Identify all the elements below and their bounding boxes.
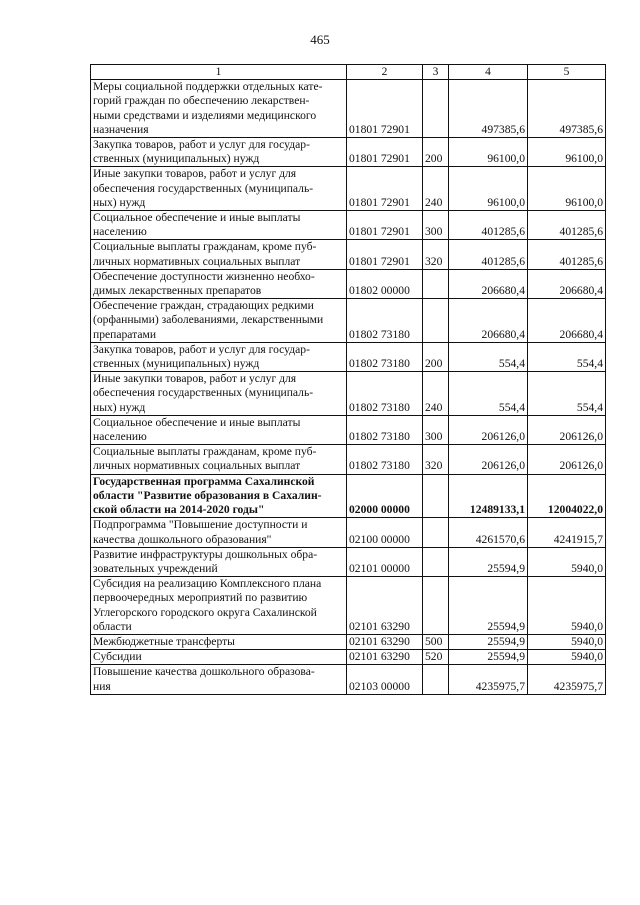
column-header-4: 4 <box>449 65 528 80</box>
table-row <box>91 240 606 269</box>
row-value-col4-cell: 4235975,7 <box>449 665 528 694</box>
row-code-cell: 02101 63290 <box>347 577 423 635</box>
row-value-col5-cell: 554,4 <box>528 372 606 416</box>
row-name-cell: Государственная программа Сахалинской области "Развитие образования в Сахалин- ской области на 2014-2020 годы" <box>91 474 347 518</box>
row-type-cell: 200 <box>423 342 449 371</box>
row-value-col4-cell: 4261570,6 <box>449 518 528 547</box>
row-type-cell <box>423 547 449 576</box>
row-type-cell <box>423 518 449 547</box>
table-row <box>91 138 606 167</box>
table-row <box>91 269 606 298</box>
row-value-col4-cell: 206680,4 <box>449 269 528 298</box>
row-value-col4-cell: 12489133,1 <box>449 474 528 518</box>
row-type-cell: 240 <box>423 372 449 416</box>
row-value-col4-cell: 497385,6 <box>449 80 528 138</box>
row-value-col5-cell: 4235975,7 <box>528 665 606 694</box>
table-row <box>91 445 606 474</box>
row-code-cell: 01801 72901 <box>347 240 423 269</box>
row-name-cell: Подпрограмма "Повышение доступности и качества дошкольного образования" <box>91 518 347 547</box>
table-row <box>91 167 606 211</box>
row-value-col4-cell: 25594,9 <box>449 547 528 576</box>
row-value-col4-cell: 25594,9 <box>449 634 528 649</box>
row-code-cell: 01801 72901 <box>347 211 423 240</box>
row-value-col5-cell: 401285,6 <box>528 240 606 269</box>
row-value-col4-cell: 554,4 <box>449 372 528 416</box>
row-value-col5-cell: 4241915,7 <box>528 518 606 547</box>
row-value-col5-cell: 5940,0 <box>528 547 606 576</box>
table-row <box>91 518 606 547</box>
row-type-cell <box>423 665 449 694</box>
row-code-cell: 01802 00000 <box>347 269 423 298</box>
row-name-cell: Закупка товаров, работ и услуг для государ- ственных (муниципальных) нужд <box>91 342 347 371</box>
row-name-cell: Обеспечение граждан, страдающих редкими (орфанными) заболеваниями, лекарственными препаратами <box>91 299 347 343</box>
row-code-cell: 02101 00000 <box>347 547 423 576</box>
table-row <box>91 415 606 444</box>
row-value-col5-cell: 554,4 <box>528 342 606 371</box>
row-value-col5-cell: 5940,0 <box>528 650 606 665</box>
row-name-cell: Меры социальной поддержки отдельных кате- горий граждан по обеспечению лекарствен- ными средствами и изделиями медицинского назначения <box>91 80 347 138</box>
row-value-col4-cell: 554,4 <box>449 342 528 371</box>
row-name-cell: Повышение качества дошкольного образова- ния <box>91 665 347 694</box>
row-value-col5-cell: 401285,6 <box>528 211 606 240</box>
row-value-col4-cell: 25594,9 <box>449 577 528 635</box>
table-row <box>91 577 606 635</box>
row-code-cell: 01801 72901 <box>347 80 423 138</box>
row-code-cell: 02100 00000 <box>347 518 423 547</box>
row-type-cell <box>423 577 449 635</box>
row-value-col4-cell: 96100,0 <box>449 167 528 211</box>
row-type-cell <box>423 269 449 298</box>
row-code-cell: 01802 73180 <box>347 445 423 474</box>
table-row <box>91 474 606 518</box>
row-code-cell: 02103 00000 <box>347 665 423 694</box>
row-name-cell: Обеспечение доступности жизненно необхо- димых лекарственных препаратов <box>91 269 347 298</box>
row-code-cell: 02000 00000 <box>347 474 423 518</box>
row-value-col5-cell: 497385,6 <box>528 80 606 138</box>
table-row <box>91 372 606 416</box>
column-header-1: 1 <box>91 65 347 80</box>
row-name-cell: Закупка товаров, работ и услуг для государ- ственных (муниципальных) нужд <box>91 138 347 167</box>
row-value-col5-cell: 206680,4 <box>528 299 606 343</box>
row-code-cell: 01801 72901 <box>347 167 423 211</box>
budget-table-body <box>91 65 606 695</box>
column-header-3: 3 <box>423 65 449 80</box>
row-code-cell: 01802 73180 <box>347 299 423 343</box>
row-type-cell: 320 <box>423 240 449 269</box>
row-type-cell: 300 <box>423 211 449 240</box>
row-type-cell: 300 <box>423 415 449 444</box>
page-number: 465 <box>310 32 330 47</box>
row-code-cell: 01802 73180 <box>347 342 423 371</box>
budget-table <box>90 64 606 695</box>
row-name-cell: Социальные выплаты гражданам, кроме пуб- личных нормативных социальных выплат <box>91 445 347 474</box>
row-value-col4-cell: 206680,4 <box>449 299 528 343</box>
row-name-cell: Субсидия на реализацию Комплексного плана первоочередных мероприятий по развитию Углегорского городского округа Сахалинской области <box>91 577 347 635</box>
row-name-cell: Иные закупки товаров, работ и услуг для обеспечения государственных (муниципаль- ных) нужд <box>91 372 347 416</box>
column-header-2: 2 <box>347 65 423 80</box>
row-value-col5-cell: 12004022,0 <box>528 474 606 518</box>
table-row <box>91 665 606 694</box>
row-name-cell: Межбюджетные трансферты <box>91 634 347 649</box>
row-type-cell: 500 <box>423 634 449 649</box>
row-code-cell: 01802 73180 <box>347 415 423 444</box>
row-type-cell <box>423 299 449 343</box>
row-value-col5-cell: 5940,0 <box>528 577 606 635</box>
row-value-col5-cell: 206126,0 <box>528 415 606 444</box>
row-code-cell: 01802 73180 <box>347 372 423 416</box>
row-value-col4-cell: 206126,0 <box>449 445 528 474</box>
row-name-cell: Социальные выплаты гражданам, кроме пуб- личных нормативных социальных выплат <box>91 240 347 269</box>
row-name-cell: Развитие инфраструктуры дошкольных обра- зовательных учреждений <box>91 547 347 576</box>
row-code-cell: 02101 63290 <box>347 634 423 649</box>
row-value-col5-cell: 206126,0 <box>528 445 606 474</box>
row-value-col5-cell: 206680,4 <box>528 269 606 298</box>
table-row <box>91 211 606 240</box>
row-value-col4-cell: 401285,6 <box>449 211 528 240</box>
row-value-col4-cell: 206126,0 <box>449 415 528 444</box>
row-type-cell: 520 <box>423 650 449 665</box>
row-type-cell <box>423 474 449 518</box>
table-row <box>91 634 606 649</box>
row-value-col4-cell: 401285,6 <box>449 240 528 269</box>
table-row <box>91 650 606 665</box>
table-row <box>91 80 606 138</box>
row-name-cell: Социальное обеспечение и иные выплаты населению <box>91 211 347 240</box>
row-code-cell: 01801 72901 <box>347 138 423 167</box>
row-type-cell: 240 <box>423 167 449 211</box>
table-row <box>91 342 606 371</box>
table-header-row <box>91 65 606 80</box>
row-type-cell <box>423 80 449 138</box>
row-name-cell: Социальное обеспечение и иные выплаты населению <box>91 415 347 444</box>
row-type-cell: 200 <box>423 138 449 167</box>
row-name-cell: Субсидии <box>91 650 347 665</box>
row-code-cell: 02101 63290 <box>347 650 423 665</box>
table-row <box>91 547 606 576</box>
table-row <box>91 299 606 343</box>
row-value-col5-cell: 96100,0 <box>528 138 606 167</box>
row-value-col4-cell: 96100,0 <box>449 138 528 167</box>
row-value-col5-cell: 5940,0 <box>528 634 606 649</box>
row-name-cell: Иные закупки товаров, работ и услуг для обеспечения государственных (муниципаль- ных) нужд <box>91 167 347 211</box>
row-value-col5-cell: 96100,0 <box>528 167 606 211</box>
row-type-cell: 320 <box>423 445 449 474</box>
row-value-col4-cell: 25594,9 <box>449 650 528 665</box>
column-header-5: 5 <box>528 65 606 80</box>
